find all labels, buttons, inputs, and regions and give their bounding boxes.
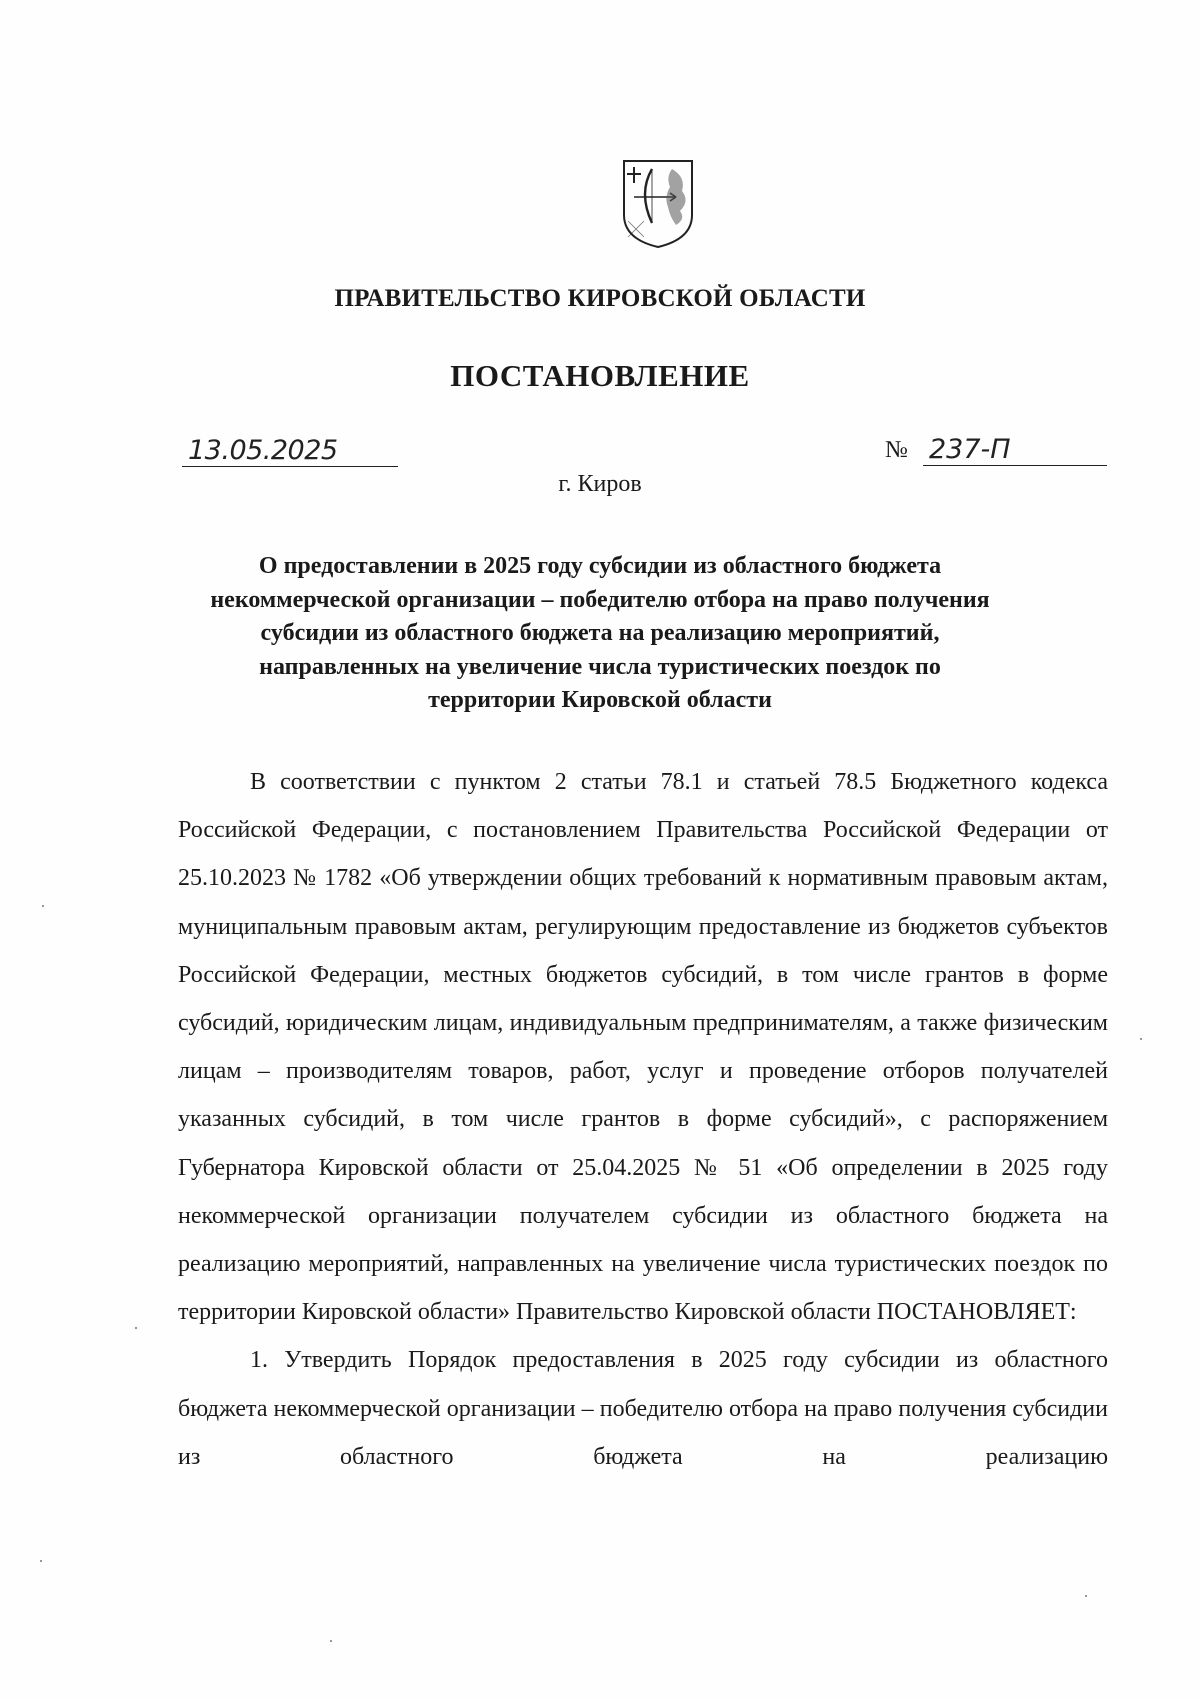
document-date: 13.05.2025 (188, 435, 338, 466)
title-line: некоммерческой организации – победителю отбора на право получения (210, 586, 990, 613)
number-underline (923, 429, 1107, 466)
preamble-paragraph: В соответствии с пунктом 2 статьи 78.1 и статьей 78.5 Бюджетного кодекса Российской Федерации, с постановлением Правительства Российской Федерации от 25.10.2023 № 1782 «Об утверждении общих требований к нормативным правовым актам, муниципальным правовым актам, регулирующим предоставление из бюджетов субъектов Российской Федерации, местных бюджетов субсидий, в том числе грантов в форме субсидий, юридическим лицам, индивидуальным предпринимателям, а также физическим лицам – производителям товаров, работ, услуг и проведение отборов получателей указанных субсидий, в том числе грантов в форме субсидий», с распоряжением Губернатора Кировской области от 25.04.2025 № 51 «Об определении в 2025 году некоммерческой организации получателем субсидии из областного бюджета на реализацию мероприятий, направленных на увеличение числа туристических поездок по территории Кировской области» Правительство Кировской области ПОСТАНОВЛЯЕТ: (178, 769, 1108, 1326)
document-number: 237-П (929, 434, 1011, 465)
title-line: О предоставлении в 2025 году субсидии из областного бюджета (258, 553, 942, 579)
kirov-coat-of-arms-icon (620, 157, 696, 249)
scan-speck (330, 1640, 332, 1642)
scan-speck (1140, 1038, 1142, 1040)
title-line: территории Кировской области (428, 687, 772, 713)
scan-speck (1085, 1595, 1087, 1597)
title-line: субсидии из областного бюджета на реализацию мероприятий, (260, 620, 940, 646)
document-type-title: ПОСТАНОВЛЕНИЕ (450, 358, 750, 393)
resolution-title (120, 550, 1080, 718)
scan-speck (42, 905, 44, 907)
document-number-field (885, 430, 1107, 466)
scan-speck (135, 1327, 137, 1329)
city-name: г. Киров (558, 471, 642, 497)
resolution-body (178, 758, 1108, 1481)
scan-speck (40, 1560, 42, 1562)
clause-paragraph: 1. Утвердить Порядок предоставления в 2025 году субсидии из областного бюджета некоммерческой организации – победителю отбора на право получения субсидии из областного бюджета на реализацию (178, 1347, 1108, 1470)
document-date-field (182, 430, 398, 467)
government-name: ПРАВИТЕЛЬСТВО КИРОВСКОЙ ОБЛАСТИ (334, 285, 866, 312)
number-sign: № (885, 437, 908, 463)
title-line: направленных на увеличение числа туристических поездок по (259, 653, 941, 680)
